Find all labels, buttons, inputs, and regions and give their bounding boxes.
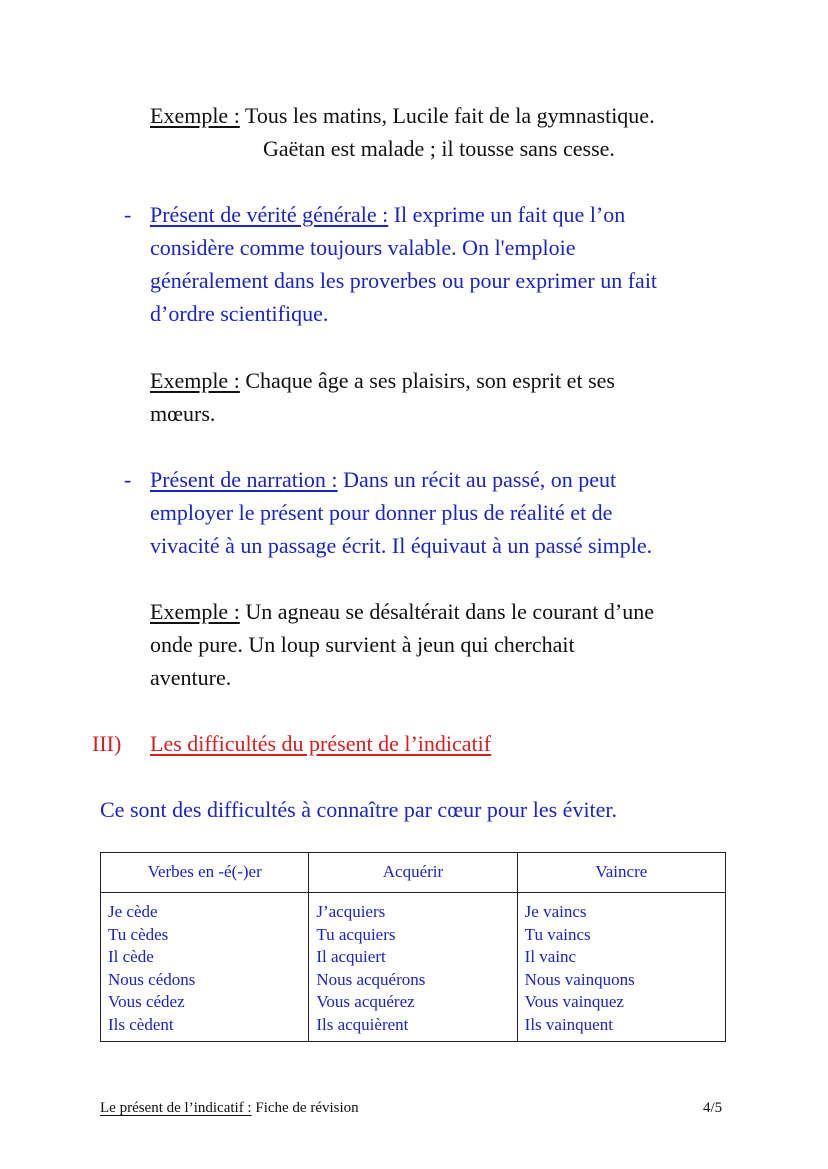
conjugation-table — [100, 852, 726, 1042]
section-title: Les difficultés du présent de l’indicatif — [150, 731, 492, 756]
conjugation-cell-ceder — [101, 893, 309, 1042]
verb-form: Je cède — [108, 902, 158, 921]
example-text: Tous les matins, Lucile fait de la gymnastique. — [244, 103, 655, 128]
bullet-dash: - — [124, 202, 132, 227]
verb-form: Tu vaincs — [524, 924, 591, 944]
footer-doc-title: Le présent de l’indicatif : — [100, 1100, 252, 1116]
narration-line-2: employer le présent pour donner plus de réalité et de — [150, 500, 613, 525]
example-1-line-1 — [150, 99, 655, 132]
example-label: Exemple : — [150, 368, 240, 393]
narration-line-3: vivacité à un passage écrit. Il équivaut à un passé simple. — [150, 533, 653, 558]
verb-form: Tu acquiers — [316, 924, 396, 944]
verb-form: Vous cédez — [108, 992, 185, 1011]
example-1-line-2: Gaëtan est malade ; il tousse sans cesse. — [263, 136, 615, 161]
conjugation-cell-acquerir — [309, 893, 517, 1042]
example-text: Un agneau se désaltérait dans le courant d’une — [245, 599, 654, 624]
verite-line-4: d’ordre scientifique. — [150, 301, 329, 326]
verb-form: Tu cèdes — [108, 924, 169, 944]
example-text: Chaque âge a ses plaisirs, son esprit et ses — [245, 368, 615, 393]
narration-line-1 — [150, 463, 616, 496]
verb-form: Ils cèdent — [108, 1014, 174, 1034]
verb-form: Il acquiert — [316, 947, 386, 966]
footer-subtitle: Fiche de révision — [255, 1100, 359, 1116]
verb-form: J’acquiers — [316, 902, 386, 921]
example-2-line-2: mœurs. — [150, 401, 216, 426]
narration-text: Dans un récit au passé, on peut — [343, 467, 617, 492]
verb-form: Il vainc — [524, 947, 577, 966]
narration-title: Présent de narration : — [150, 467, 338, 492]
column-header: Verbes en -é(-)er — [101, 853, 309, 893]
table-row — [101, 893, 726, 1042]
example-label: Exemple : — [150, 103, 240, 128]
verite-text: Il exprime un fait que l’on — [393, 202, 626, 227]
section-number: III) — [92, 731, 122, 756]
verb-form: Ils acquièrent — [316, 1014, 409, 1034]
example-3-line-3: aventure. — [150, 665, 232, 690]
verb-form: Vous vainquez — [524, 992, 624, 1011]
section-intro: Ce sont des difficultés à connaître par cœur pour les éviter. — [100, 797, 618, 822]
column-header: Acquérir — [309, 853, 517, 893]
example-3-line-1 — [150, 595, 654, 628]
table-header-row — [101, 853, 726, 893]
verb-form: Je vaincs — [524, 902, 587, 921]
bullet-dash: - — [124, 467, 132, 492]
verb-form: Nous acquérons — [316, 969, 426, 989]
verite-line-1 — [150, 198, 625, 231]
example-label: Exemple : — [150, 599, 240, 624]
verb-form: Nous vainquons — [524, 969, 635, 989]
footer-title — [100, 1098, 359, 1118]
verite-line-2: considère comme toujours valable. On l'emploie — [150, 235, 576, 260]
example-3-line-2: onde pure. Un loup survient à jeun qui cherchait — [150, 632, 575, 657]
verite-line-3: généralement dans les proverbes ou pour exprimer un fait — [150, 268, 658, 293]
example-2-line-1 — [150, 364, 615, 397]
verb-form: Vous acquérez — [316, 992, 415, 1011]
page-number: 4/5 — [703, 1100, 723, 1116]
verb-form: Nous cédons — [108, 969, 196, 989]
verb-form: Ils vainquent — [524, 1014, 613, 1034]
verite-title: Présent de vérité générale : — [150, 202, 389, 227]
conjugation-cell-vaincre — [517, 893, 725, 1042]
column-header: Vaincre — [517, 853, 725, 893]
verb-form: Il cède — [108, 947, 154, 966]
